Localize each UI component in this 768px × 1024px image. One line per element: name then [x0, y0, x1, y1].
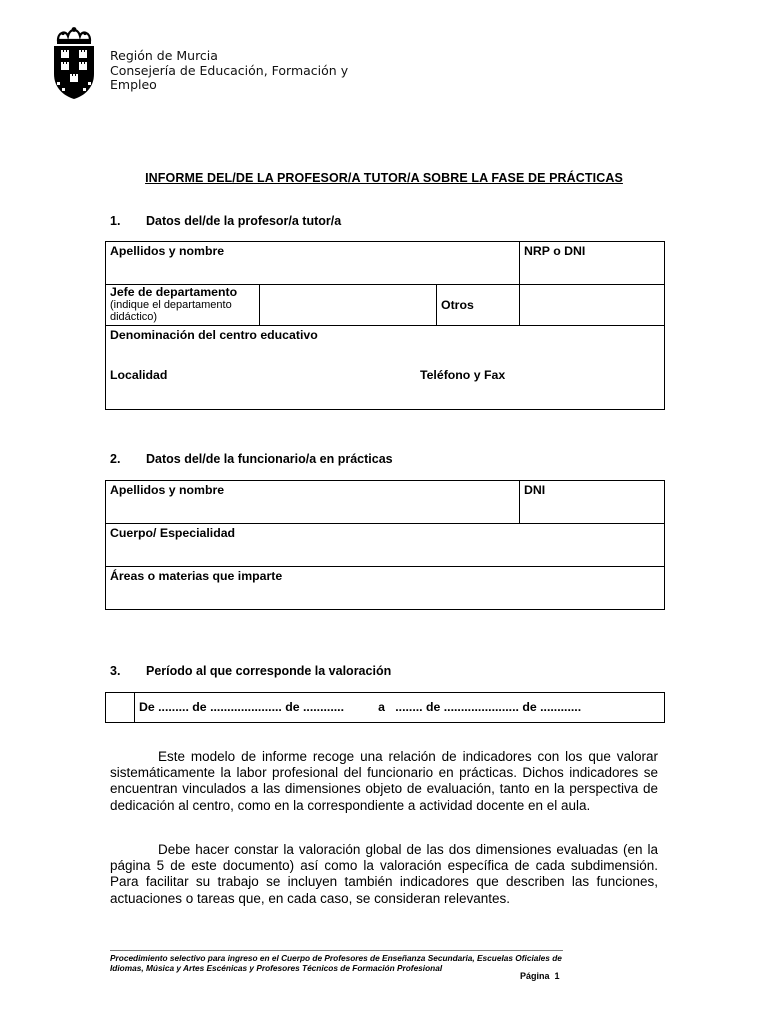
otros-cell	[437, 285, 520, 326]
section-2-number: 2.	[110, 452, 121, 466]
centro-educativo-label: Denominación del centro educativo	[110, 328, 318, 342]
otros-field[interactable]	[520, 285, 665, 326]
areas-materias-label: Áreas o materias que imparte	[110, 569, 283, 583]
periodo-table	[105, 692, 665, 723]
tutor-nrp-label: NRP o DNI	[524, 244, 586, 258]
areas-materias-field[interactable]	[106, 567, 665, 610]
tutor-nrp-field[interactable]	[520, 242, 665, 285]
telefono-fax-label: Teléfono y Fax	[420, 368, 506, 382]
page-number: Página 1	[520, 971, 560, 981]
section-1-heading	[110, 214, 341, 228]
tutor-name-label: Apellidos y nombre	[110, 244, 225, 258]
periodo-text: De ......... de ..................... de ............ a ........ de ...................... de ............	[139, 700, 582, 714]
tutor-name-field[interactable]	[106, 242, 520, 285]
periodo-check-cell[interactable]	[106, 693, 135, 723]
cuerpo-especialidad-label: Cuerpo/ Especialidad	[110, 526, 236, 540]
jefe-departamento-label: Jefe de departamento	[110, 285, 238, 299]
org-line-1: Región de Murcia	[110, 48, 218, 63]
jefe-departamento-field[interactable]	[260, 285, 437, 326]
document-title: INFORME DEL/DE LA PROFESOR/A TUTOR/A SOBRE LA FASE DE PRÁCTICAS	[145, 171, 623, 185]
funcionario-dni-field[interactable]	[520, 481, 665, 524]
centro-educativo-field[interactable]	[106, 326, 665, 410]
section-2-heading	[110, 452, 393, 466]
org-line-2: Consejería de Educación, Formación y	[110, 62, 349, 78]
section-3-heading	[110, 664, 391, 678]
jefe-departamento-note: (indique el departamento didáctico)	[110, 299, 232, 323]
otros-label: Otros	[441, 298, 474, 312]
org-line-3: Empleo	[110, 77, 157, 92]
funcionario-name-label: Apellidos y nombre	[110, 483, 225, 497]
footer-divider	[110, 950, 563, 951]
footer-text: Procedimiento selectivo para ingreso en el Cuerpo de Profesores de Enseñanza Secundaria, Escuelas Oficiales de Idiomas, Música y Artes Escénicas y Profesores Técnicos de Formación Profesional	[110, 953, 562, 973]
section-3-title: Período al que corresponde la valoración	[146, 664, 392, 678]
section-3-number: 3.	[110, 664, 121, 678]
funcionario-name-field[interactable]	[106, 481, 520, 524]
section-1-number: 1.	[110, 214, 121, 228]
intro-paragraph-2: Debe hacer constar la valoración global de las dos dimensiones evaluadas (en la página 5 de este documento) así como la valoración específica de cada subdimensión. Para facilitar su trabajo se incluyen también indicadores que describen las funciones, actuaciones o tareas que, en cada caso, se consideran relevantes.	[110, 842, 658, 906]
section-1-title: Datos del/de la profesor/a tutor/a	[146, 214, 342, 228]
region-murcia-crest-icon	[52, 26, 96, 100]
periodo-field[interactable]	[135, 693, 665, 723]
jefe-departamento-cell	[106, 285, 260, 326]
cuerpo-especialidad-field[interactable]	[106, 524, 665, 567]
organization-name	[110, 49, 348, 93]
funcionario-data-table	[105, 480, 665, 610]
tutor-data-table	[105, 241, 665, 410]
localidad-label: Localidad	[110, 368, 168, 382]
intro-paragraph-1: Este modelo de informe recoge una relación de indicadores con los que valorar sistemáticamente la labor profesional del funcionario en prácticas. Dichos indicadores se encuentran vinculados a las dimensiones objeto de evaluación, tanto en la perspectiva de dedicación al centro, como en la correspondiente a actividad docente en el aula.	[110, 749, 658, 813]
section-2-title: Datos del/de la funcionario/a en prácticas	[146, 452, 393, 466]
funcionario-dni-label: DNI	[524, 483, 546, 497]
